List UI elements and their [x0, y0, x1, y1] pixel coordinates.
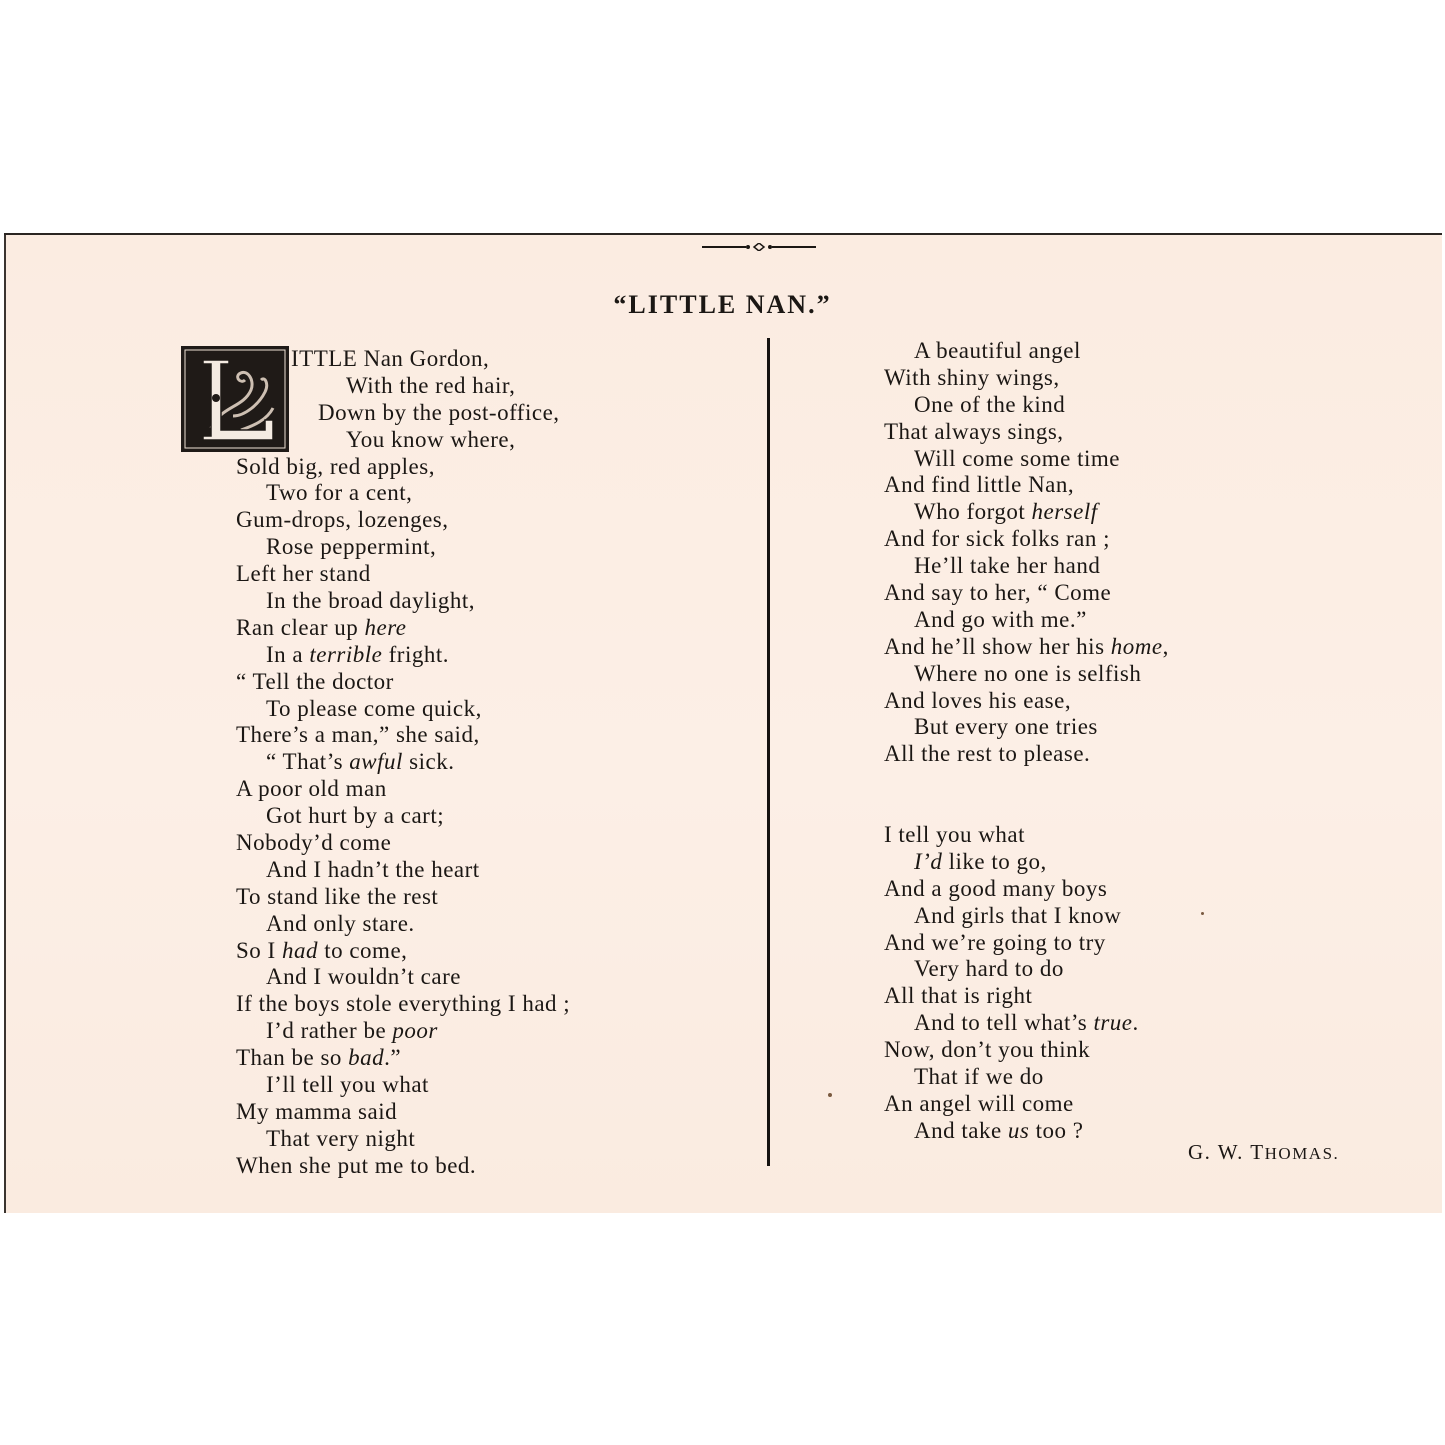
- poem-line: [884, 1091, 1169, 1118]
- poem-line-text: “ Tell the doctor: [236, 668, 394, 694]
- poem-line-text: And he’ll show her his: [884, 633, 1111, 659]
- poem-line: [884, 526, 1169, 553]
- poem-line-text: One of the kind: [914, 391, 1066, 417]
- poem-line-italic-text: terrible: [309, 641, 383, 667]
- poem-line-italic-text: poor: [392, 1018, 438, 1044]
- poem-line-text: And say to her, “ Come: [884, 580, 1112, 606]
- poem-line: [236, 480, 570, 507]
- poem-line: [236, 588, 570, 615]
- poem-line-text: Where no one is selfish: [914, 660, 1142, 686]
- poem-line-text: Two for a cent,: [266, 480, 413, 506]
- poem-line-text: Ran clear up: [236, 614, 365, 640]
- poem-left-column: [236, 346, 570, 1180]
- poem-line-text: like to go,: [942, 848, 1047, 874]
- poem-line-text: And find little Nan,: [884, 472, 1075, 498]
- column-divider: [767, 338, 770, 1166]
- poem-line: [884, 580, 1169, 607]
- poem-line-text: “ That’s: [266, 749, 350, 775]
- poem-line-text: So I: [236, 937, 282, 963]
- poem-line-text: Gum-drops, lozenges,: [236, 507, 449, 533]
- poem-line-text: In the broad daylight,: [266, 588, 476, 614]
- poem-line: [236, 373, 570, 400]
- poem-line: [236, 722, 570, 749]
- poem-line-text: Now, don’t you think: [884, 1037, 1091, 1063]
- poem-line-text: If the boys stole everything I had ;: [236, 991, 571, 1017]
- poem-line-text: A poor old man: [236, 776, 387, 802]
- poem-line-text: Down by the post-office,: [318, 399, 560, 425]
- poem-line-text: That very night: [266, 1125, 416, 1151]
- poem-line-italic-text: bad: [348, 1045, 385, 1071]
- poem-line-text: I’d rather be: [266, 1018, 393, 1044]
- poem-line-italic-text: true: [1093, 1010, 1133, 1036]
- poem-line: [236, 857, 570, 884]
- poem-line-text: To stand like the rest: [236, 883, 439, 909]
- poem-line: [236, 776, 570, 803]
- poem-line: [884, 499, 1169, 526]
- poem-line-text: I tell you what: [884, 822, 1025, 848]
- poem-line-text: Rose peppermint,: [266, 534, 437, 560]
- poem-line-text: With the red hair,: [346, 372, 516, 398]
- poem-line-italic-text: I’d: [914, 848, 943, 874]
- poem-line-text: An angel will come: [884, 1090, 1074, 1116]
- poem-line-text: Who forgot: [914, 499, 1032, 525]
- poem-line: [236, 454, 570, 481]
- poem-line-text: And we’re going to try: [884, 929, 1106, 955]
- paper-speck: [1201, 912, 1204, 915]
- poem-line-text: And only stare.: [266, 910, 415, 936]
- poem-line-text: Sold big, red apples,: [236, 453, 435, 479]
- poem-line: [884, 1037, 1169, 1064]
- poem-line-text: Very hard to do: [914, 956, 1064, 982]
- poem-line-text: .: [1132, 1010, 1139, 1036]
- poem-line: [884, 768, 1169, 795]
- poem-line-text: With shiny wings,: [884, 364, 1060, 390]
- poem-line: [884, 930, 1169, 957]
- poem-line-italic-text: home: [1110, 633, 1163, 659]
- poem-line: [884, 553, 1169, 580]
- poem-line-italic-text: awful: [349, 749, 403, 775]
- poem-line-text: That if we do: [914, 1064, 1044, 1090]
- poem-line-text: Nobody’d come: [236, 830, 392, 856]
- poem-line: [884, 661, 1169, 688]
- poem-line-text: ITTLE Nan Gordon,: [291, 346, 490, 371]
- poem-line-text: Will come some time: [914, 445, 1120, 471]
- poem-line: [884, 822, 1169, 849]
- poem-line-text: A beautiful angel: [914, 338, 1081, 363]
- poem-line: [236, 991, 570, 1018]
- poem-line: [236, 938, 570, 965]
- poem-line-text: I’ll tell you what: [266, 1072, 429, 1098]
- poem-line: [236, 642, 570, 669]
- poem-line-text: To please come quick,: [266, 695, 482, 721]
- author-surname-rest: HOMAS.: [1264, 1144, 1340, 1163]
- poem-line-text: And go with me.”: [914, 606, 1087, 632]
- poem-line-italic-text: herself: [1031, 499, 1098, 525]
- poem-line-text: When she put me to bed.: [236, 1152, 477, 1178]
- paper-speck: [828, 1093, 832, 1097]
- poem-line-text: And I hadn’t the heart: [266, 856, 480, 882]
- poem-line-text: Left her stand: [236, 561, 371, 587]
- poem-line-text: Got hurt by a cart;: [266, 803, 445, 829]
- poem-line-text: In a: [266, 641, 310, 667]
- poem-line-text: And to tell what’s: [914, 1010, 1094, 1036]
- poem-line: [884, 446, 1169, 473]
- poem-line: [884, 1064, 1169, 1091]
- poem-line: [236, 1099, 570, 1126]
- poem-line-text: But every one tries: [914, 714, 1098, 740]
- poem-line: [884, 472, 1169, 499]
- poem-line: [884, 634, 1169, 661]
- poem-line: [884, 1118, 1169, 1145]
- poem-line: [884, 876, 1169, 903]
- poem-line: [236, 615, 570, 642]
- poem-line: [236, 749, 570, 776]
- author-initials: G. W. T: [1188, 1140, 1265, 1164]
- poem-line: [236, 534, 570, 561]
- poem-right-column: [884, 338, 1169, 1145]
- poem-line-text: And a good many boys: [884, 875, 1108, 901]
- poem-line-text: sick.: [402, 749, 455, 775]
- poem-line: [236, 964, 570, 991]
- ornament-divider-icon: [702, 243, 816, 251]
- poem-line-text: ,: [1162, 633, 1169, 659]
- poem-line: [884, 714, 1169, 741]
- poem-line: [884, 795, 1169, 822]
- poem-line: [884, 956, 1169, 983]
- poem-line-text: fright.: [382, 641, 449, 667]
- poem-line-text: That always sings,: [884, 418, 1064, 444]
- poem-line-text: And take: [914, 1117, 1008, 1143]
- poem-line-text: He’ll take her hand: [914, 553, 1101, 579]
- poem-line: [236, 346, 570, 373]
- poem-line: [884, 688, 1169, 715]
- poem-line-italic-text: here: [364, 614, 407, 640]
- poem-line-text: You know where,: [346, 426, 516, 452]
- poem-line-text: All that is right: [884, 983, 1033, 1009]
- poem-line-text: And girls that I know: [914, 902, 1122, 928]
- poem-line-italic-text: us: [1007, 1117, 1030, 1143]
- poem-line: [236, 1153, 570, 1180]
- poem-line: [884, 419, 1169, 446]
- poem-line: [236, 507, 570, 534]
- poem-line-text: to come,: [317, 937, 408, 963]
- poem-line: [236, 1018, 570, 1045]
- poem-line: [236, 669, 570, 696]
- poem-line-text: There’s a man,” she said,: [236, 722, 480, 748]
- poem-line: [884, 741, 1169, 768]
- poem-line: [236, 1126, 570, 1153]
- poem-title: “LITTLE NAN.”: [613, 290, 832, 319]
- poem-line: [236, 884, 570, 911]
- author-signature: [1188, 1140, 1339, 1165]
- poem-line: [236, 427, 570, 454]
- poem-line: [236, 911, 570, 938]
- poem-line: [884, 849, 1169, 876]
- poem-line-text: And loves his ease,: [884, 687, 1072, 713]
- poem-line: [884, 903, 1169, 930]
- poem-line: [236, 830, 570, 857]
- poem-line-text: .”: [384, 1045, 402, 1071]
- poem-line-text: All the rest to please.: [884, 741, 1091, 767]
- poem-line-text: And for sick folks ran ;: [884, 526, 1110, 552]
- poem-line: [236, 1045, 570, 1072]
- poem-line-text: And I wouldn’t care: [266, 964, 461, 990]
- poem-line: [884, 607, 1169, 634]
- poem-line: [236, 803, 570, 830]
- poem-line: [236, 561, 570, 588]
- poem-line-text: too ?: [1029, 1117, 1084, 1143]
- poem-line: [884, 338, 1169, 365]
- poem-line-text: My mamma said: [236, 1098, 398, 1124]
- poem-line-text: Than be so: [236, 1045, 349, 1071]
- poem-line: [884, 365, 1169, 392]
- poem-line: [236, 400, 570, 427]
- poem-line: [884, 392, 1169, 419]
- poem-line: [236, 696, 570, 723]
- poem-line-italic-text: had: [281, 937, 318, 963]
- poem-line: [884, 1010, 1169, 1037]
- poem-line: [236, 1072, 570, 1099]
- poem-line: [884, 983, 1169, 1010]
